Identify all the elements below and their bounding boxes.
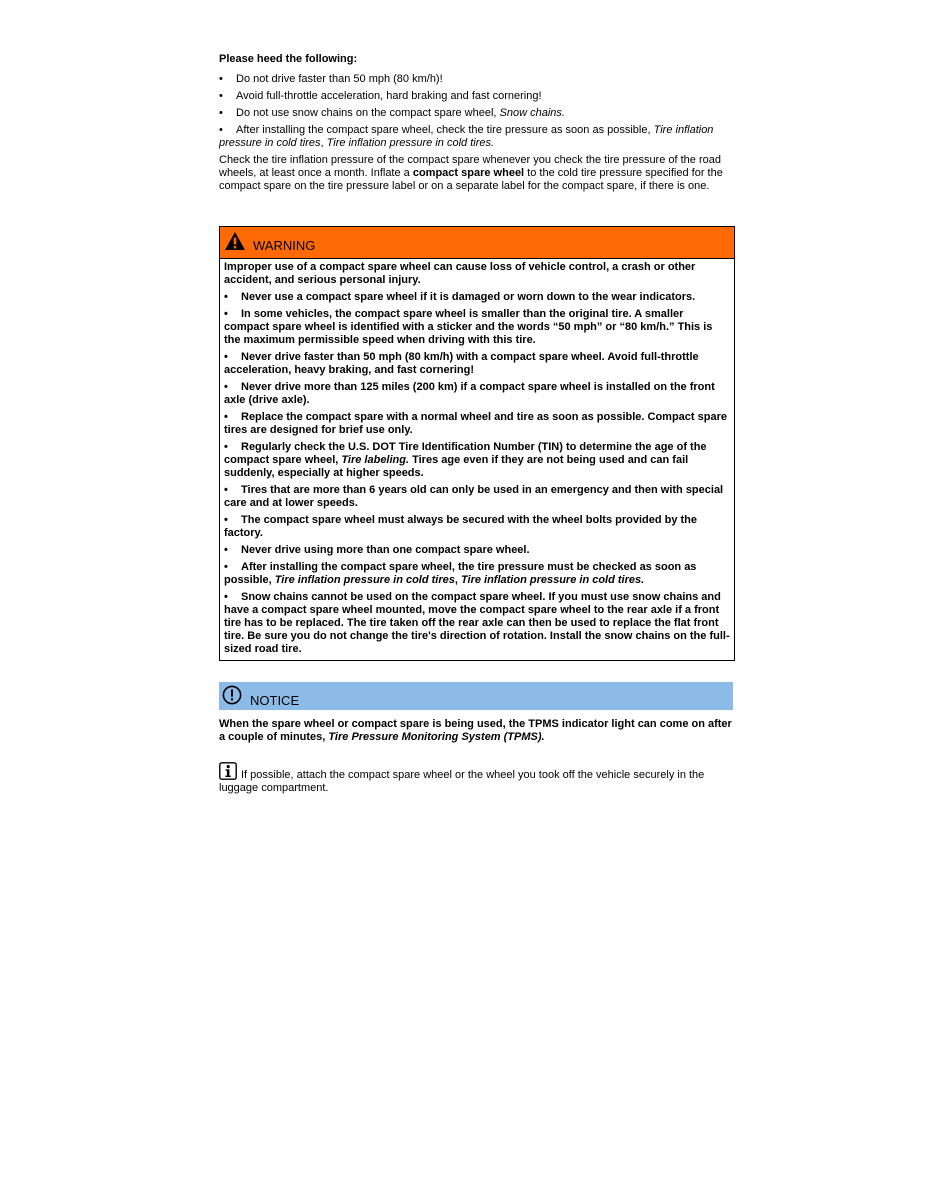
bullet-icon: • (224, 381, 228, 393)
intro-paragraph: Check the tire inflation pressure of the compact spare whenever you check the tire pressure of the road wheels, at least once a month. Inflate a compact spare wheel to the cold tire pressure specified for the compact spare on the tire pressure label or on a separate label for the compact spare, if there is one. (219, 154, 723, 192)
warning-title: WARNING (253, 238, 316, 253)
info-text: If possible, attach the compact spare wheel or the wheel you took off the vehicle securely in the luggage compartment. (219, 769, 705, 794)
notice-exclamation-icon (222, 685, 242, 705)
bullet-icon: • (224, 544, 228, 556)
bullet-icon: • (224, 291, 228, 303)
cross-reference-link[interactable]: Tire inflation pressure in cold tires (219, 124, 714, 149)
bullet-icon: • (219, 107, 223, 119)
cross-reference-link[interactable]: Tire inflation pressure in cold tires (274, 574, 455, 586)
cross-reference-link[interactable]: Tire inflation pressure in cold tires. (326, 137, 495, 149)
intro-bullet: • After installing the compact spare wheel, check the tire pressure as soon as possible, Tire inflation pressure in cold tires, Tire inflation pressure in cold tires. (219, 124, 714, 149)
notice-header (219, 682, 733, 710)
bullet-icon: • (224, 308, 228, 320)
notice-title: NOTICE (250, 693, 300, 708)
notice-body: When the spare wheel or compact spare is being used, the TPMS indicator light can come on after a couple of minutes, Tire Pressure Monitoring System (TPMS). (219, 718, 732, 743)
warning-body (220, 259, 734, 660)
bullet-icon: • (219, 90, 223, 102)
warning-lead: Improper use of a compact spare wheel can cause loss of vehicle control, a crash or other accident, and serious personal injury. (224, 261, 696, 286)
bullet-icon: • (224, 561, 228, 573)
bullet-icon: • (224, 484, 228, 496)
intro-bullet: • Do not drive faster than 50 mph (80 km/h)! (219, 73, 443, 85)
warning-item: • In some vehicles, the compact spare wheel is smaller than the original tire. A smaller compact spare wheel is identified with a sticker and the words “50 mph” or “80 km/h.” This is the maximum permissible speed when driving with this tire. (224, 308, 713, 346)
bullet-icon: • (224, 514, 228, 526)
cross-reference-link[interactable]: Tire inflation pressure in cold tires. (461, 574, 645, 586)
cross-reference-link[interactable]: Tire Pressure Monitoring System (TPMS). (328, 731, 545, 743)
warning-item: • Never drive more than 125 miles (200 km) if a compact spare wheel is installed on the front axle (drive axle). (224, 381, 715, 406)
info-note (219, 762, 733, 795)
warning-item: • Tires that are more than 6 years old can only be used in an emergency and then with special care and at lower speeds. (224, 484, 724, 509)
bullet-icon: • (224, 351, 228, 363)
bullet-icon: • (224, 441, 228, 453)
warning-item: • Never drive faster than 50 mph (80 km/h) with a compact spare wheel. Avoid full-throttle acceleration, heavy braking, and fast cornering! (224, 351, 699, 376)
warning-header (220, 227, 734, 259)
bullet-icon: • (224, 411, 228, 423)
info-icon (219, 762, 237, 780)
bullet-icon: • (219, 73, 223, 85)
warning-item: • Snow chains cannot be used on the compact spare wheel. If you must use snow chains and have a compact spare wheel mounted, move the compact spare wheel to the rear axle if a front tire has to be replaced. The tire taken off the rear axle can then be used to replace the flat front tire. Be sure you do not change the tire's direction of rotation. Install the snow chains on the full-sized road tire. (224, 591, 730, 655)
warning-item: • Never use a compact spare wheel if it is damaged or worn down to the wear indicators. (224, 291, 696, 303)
warning-item: • Never drive using more than one compact spare wheel. (224, 544, 530, 556)
warning-item: • Replace the compact spare with a normal wheel and tire as soon as possible. Compact spare tires are designed for brief use only. (224, 411, 727, 436)
intro-bullet: • Do not use snow chains on the compact spare wheel, Snow chains. (219, 107, 565, 119)
intro-section (219, 50, 734, 193)
cross-reference-link[interactable]: Snow chains. (499, 107, 565, 119)
warning-item: • After installing the compact spare wheel, the tire pressure must be checked as soon as possible, Tire inflation pressure in cold tires, Tire inflation pressure in cold tires. (224, 561, 697, 586)
bullet-icon: • (224, 591, 228, 603)
warning-box (219, 226, 735, 661)
warning-item: • The compact spare wheel must always be secured with the wheel bolts provided by the factory. (224, 514, 698, 539)
warning-triangle-icon (224, 231, 246, 251)
intro-bullet: • Avoid full-throttle acceleration, hard braking and fast cornering! (219, 90, 542, 102)
intro-heading: Please heed the following: (219, 53, 358, 65)
warning-item: • Regularly check the U.S. DOT Tire Identification Number (TIN) to determine the age of the compact spare wheel, Tire labeling. Tires age even if they are not being used and can fail suddenly, especially at higher speeds. (224, 441, 707, 479)
bullet-icon: • (219, 124, 223, 136)
cross-reference-link[interactable]: Tire labeling. (341, 454, 410, 466)
